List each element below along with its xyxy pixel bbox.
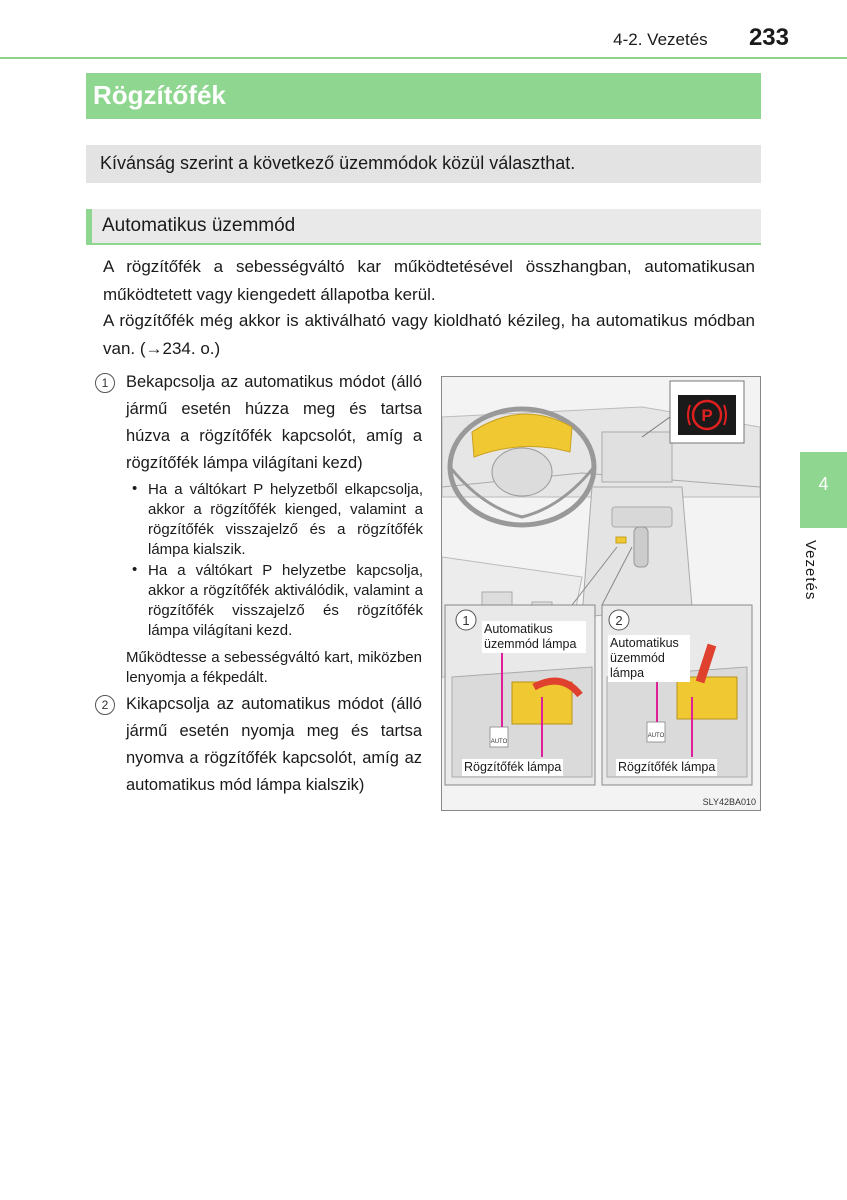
indicator-symbol: P	[701, 406, 713, 425]
subheading: Automatikus üzemmód	[102, 215, 296, 236]
header-rule	[0, 57, 847, 59]
chapter-number: 4	[818, 474, 829, 494]
bullet-dot: •	[132, 480, 138, 497]
chapter-label: Vezetés	[802, 540, 819, 601]
inset-2-label-top: Automatikus üzemmód lámpa	[608, 635, 690, 682]
title-bar	[86, 73, 761, 119]
inset-2-number: 2	[615, 613, 623, 628]
page-header	[613, 24, 789, 52]
step-1-text: Bekapcsolja az automatikus módot (álló jármű esetén húzza meg és tartsa húzva a rögzítőfék kapcsolót, amíg a rögzítőfék lámpa világítani kezd)	[126, 373, 422, 472]
subheading-accent	[86, 209, 92, 243]
inset-1-label-top: Automatikus üzemmód lámpa	[482, 621, 586, 653]
switch-highlight	[616, 537, 626, 543]
step-1-number: 1	[95, 373, 115, 393]
bullet-dot: •	[132, 561, 138, 578]
inset-1-label-bottom: Rögzítőfék lámpa	[464, 760, 562, 774]
intro-text: Kívánság szerint a következő üzemmódok közül választhat.	[100, 153, 576, 173]
switch-inset-2	[677, 677, 737, 719]
auto-switch-label-1: AUTO	[490, 739, 508, 745]
auto-switch-label-2: AUTO	[647, 733, 665, 739]
paragraph-1: A rögzítőfék a sebességváltó kar működtetésével összhangban, automatikusan működtetett vagy kiengedett állapotba kerül.	[103, 257, 755, 304]
step-1-bullet-2: Ha a váltókart P helyzetbe kapcsolja, akkor a rögzítőfék aktiválódik, valamint a rögzítőfék visszajelző és rögzítőfék lámpa világítani kezd.	[148, 562, 423, 639]
step-1-note: Működtesse a sebességváltó kart, miközben lenyomja a fékpedált.	[126, 649, 422, 686]
step-2-text: Kikapcsolja az automatikus módot (álló jármű esetén nyomja meg és tartsa nyomva a rögzítőfék kapcsolót, amíg az automatikus mód lámpa kialszik)	[126, 695, 422, 794]
cockpit-illustration	[442, 377, 760, 810]
illustration	[441, 376, 761, 811]
step-2-number: 2	[95, 695, 115, 715]
subheading-bar	[86, 209, 761, 245]
section-label: 4-2. Vezetés	[613, 30, 708, 49]
step-1-bullet-1: Ha a váltókart P helyzetből elkapcsolja, akkor a rögzítőfék kienged, valamint a rögzítőfék visszajelző és a rögzítőfék lámpa kialszik.	[148, 481, 423, 558]
page-title: Rögzítőfék	[93, 80, 226, 110]
paragraph-2: A rögzítőfék még akkor is aktiválható vagy kioldható kézileg, ha automatikus módban van. (→234. o.)	[103, 311, 755, 358]
inset-2-label-bottom: Rögzítőfék lámpa	[618, 760, 716, 774]
figure-code: SLY42BA010	[702, 797, 756, 807]
inset-1-number: 1	[462, 613, 470, 628]
page-number: 233	[748, 24, 789, 51]
intro-box	[86, 145, 761, 183]
chapter-tab	[800, 452, 847, 528]
